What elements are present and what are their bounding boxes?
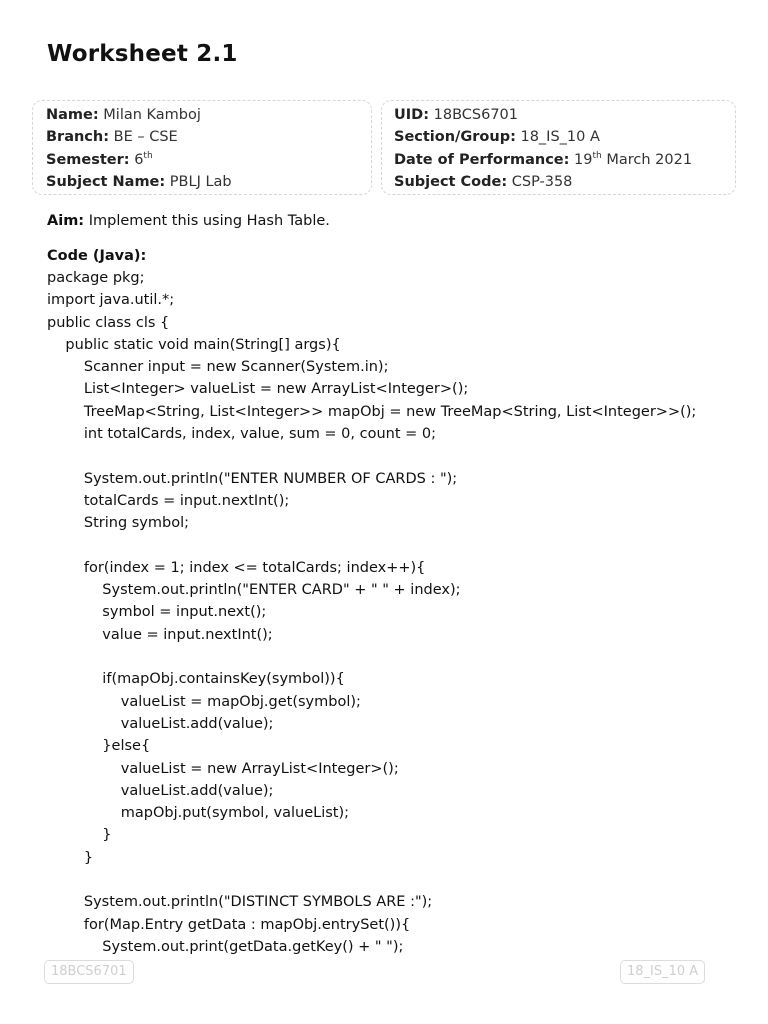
code-line: valueList.add(value);: [47, 715, 274, 732]
name-label: Name:: [46, 107, 99, 123]
code-line: TreeMap<String, List<Integer>> mapObj = new TreeMap<String, List<Integer>>();: [47, 403, 697, 420]
aim-label: Aim:: [47, 213, 85, 229]
code-line: [47, 646, 696, 668]
date-day-suffix: th: [592, 150, 602, 161]
uid-value: 18BCS6701: [433, 107, 518, 123]
uid-label: UID:: [394, 107, 430, 123]
code-line: valueList = mapObj.get(symbol);: [47, 693, 361, 710]
code-line: public class cls {: [47, 314, 170, 331]
aim-statement: [47, 210, 330, 232]
subject-code-row: [394, 171, 735, 193]
student-info-box: [32, 100, 372, 195]
subject-name-row: [46, 171, 371, 193]
code-line: import java.util.*;: [47, 292, 175, 309]
subject-name-value: PBLJ Lab: [169, 173, 232, 190]
code-line: List<Integer> valueList = new ArrayList<Integer>();: [47, 381, 469, 398]
code-line: String symbol;: [47, 515, 190, 532]
semester-row: [46, 149, 371, 171]
code-line: for(index = 1; index <= totalCards; index++){: [47, 559, 426, 576]
code-line: package pkg;: [47, 270, 145, 286]
branch-label: Branch:: [46, 129, 110, 146]
code-line: Scanner input = new Scanner(System.in);: [47, 359, 389, 376]
date-label: Date of Performance:: [394, 151, 570, 168]
subject-code-label: Subject Code:: [394, 173, 508, 190]
code-line: System.out.println("ENTER CARD" + " " + index);: [47, 582, 461, 599]
branch-row: [46, 126, 371, 148]
footer-section-tag: 18_IS_10 A: [620, 960, 705, 984]
code-line: value = input.nextInt();: [47, 626, 273, 643]
code-line: totalCards = input.nextInt();: [47, 492, 290, 509]
semester-suffix: th: [143, 150, 153, 161]
date-day: 19: [574, 151, 593, 168]
code-line: System.out.print(getData.getKey() + " ");: [47, 938, 404, 955]
code-line: mapObj.put(symbol, valueList);: [47, 805, 350, 822]
page-title: Worksheet 2.1: [47, 41, 238, 67]
semester-value: 6: [134, 151, 144, 168]
code-line: System.out.println("DISTINCT SYMBOLS ARE :");: [47, 894, 433, 911]
code-line: symbol = input.next();: [47, 604, 267, 621]
code-line: }: [47, 827, 112, 844]
date-rest: March 2021: [606, 151, 693, 168]
section-row: [394, 126, 735, 148]
footer-uid-tag: 18BCS6701: [44, 960, 134, 984]
code-line: int totalCards, index, value, sum = 0, count = 0;: [47, 426, 437, 443]
code-line: }else{: [47, 738, 151, 755]
code-line: System.out.println("ENTER NUMBER OF CARDS : ");: [47, 470, 458, 487]
section-label: Section/Group:: [394, 129, 516, 146]
code-block: [47, 267, 696, 958]
name-row: [46, 104, 371, 126]
date-row: [394, 149, 735, 171]
section-value: 18_IS_10 A: [520, 129, 600, 146]
course-info-box: [381, 100, 736, 195]
code-heading: Code (Java):: [47, 248, 147, 264]
code-line: if(mapObj.containsKey(symbol)){: [47, 671, 345, 688]
uid-row: [394, 104, 735, 126]
code-line: valueList = new ArrayList<Integer>();: [47, 760, 399, 777]
code-line: [47, 445, 696, 467]
branch-value: BE – CSE: [113, 129, 178, 146]
code-line: valueList.add(value);: [47, 782, 274, 799]
code-line: public static void main(String[] args){: [47, 336, 341, 353]
code-line: }: [47, 849, 94, 866]
code-line: for(Map.Entry getData : mapObj.entrySet()){: [47, 916, 411, 933]
aim-text: Implement this using Hash Table.: [88, 213, 330, 229]
code-line: [47, 535, 696, 557]
subject-name-label: Subject Name:: [46, 173, 166, 190]
name-value: Milan Kamboj: [103, 107, 201, 123]
code-line: [47, 869, 696, 891]
semester-label: Semester:: [46, 151, 130, 168]
subject-code-value: CSP-358: [511, 173, 573, 190]
